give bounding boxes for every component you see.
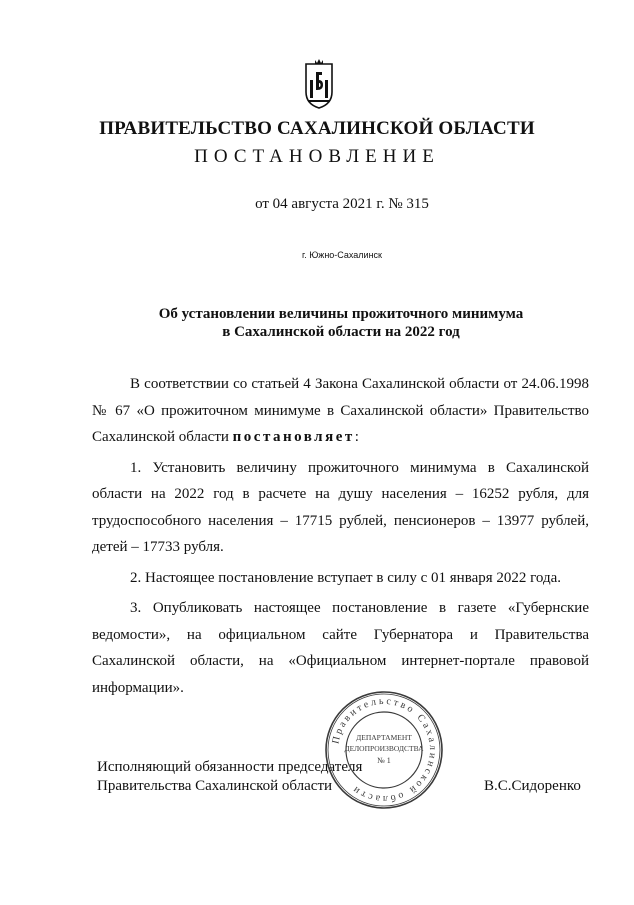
official-stamp [322, 688, 446, 812]
item-paragraph-2: 2. Настоящее постановление вступает в силу с 01 января 2022 года. [130, 569, 562, 586]
document-subject [90, 305, 592, 341]
subject-line-1: Об установлении величины прожиточного минимума [158, 306, 524, 322]
document-type-title: ПОСТАНОВЛЕНИЕ [194, 146, 440, 167]
item-paragraph-1: 1. Установить величину прожиточного минимума в Сахалинской области на 2022 год в расчете на душу населения – 16252 рубля, для трудоспособного населения – 17715 рублей, пенсионеров – 13977 рублей, детей – 17733 рубля. [92, 459, 589, 555]
organization-title: ПРАВИТЕЛЬСТВО САХАЛИНСКОЙ ОБЛАСТИ [99, 118, 535, 139]
stamp-ring-text: Правительство Сахалинской области [330, 695, 439, 805]
item-paragraph-3: 3. Опубликовать настоящее постановление в газете «Губернские ведомости», на официальном сайте Губернатора и Правительства Сахалинской области, на «Официальном интернет-портале правовой информации». [92, 600, 589, 696]
decree-colon: : [354, 429, 359, 445]
document-city: г. Южно-Сахалинск [302, 250, 382, 260]
subject-line-2: в Сахалинской области на 2022 год [222, 324, 460, 340]
document-body [92, 371, 589, 705]
signatory-position-line-2: Правительства Сахалинской области [97, 778, 333, 794]
preamble-paragraph [92, 371, 589, 451]
signatory-name: В.С.Сидоренко [484, 778, 581, 794]
document-date-number: от 04 августа 2021 г. № 315 [255, 196, 429, 212]
signatory-position-line-1: Исполняющий обязанности председателя [97, 759, 363, 775]
sakhalin-coat-of-arms-icon [300, 58, 338, 110]
stamp-center-line-1: ДЕПАРТАМЕНТ [356, 733, 412, 742]
stamp-center-line-3: № 1 [377, 756, 391, 765]
decree-word: постановляет [232, 429, 355, 445]
preamble-text: В соответствии со статьей 4 Закона Сахалинской области от 24.06.1998 № 67 «О прожиточном минимуме в Сахалинской области» Правительство Сахалинской области [92, 376, 589, 445]
stamp-center-line-2: ДЕЛОПРОИЗВОДСТВА [344, 744, 424, 753]
